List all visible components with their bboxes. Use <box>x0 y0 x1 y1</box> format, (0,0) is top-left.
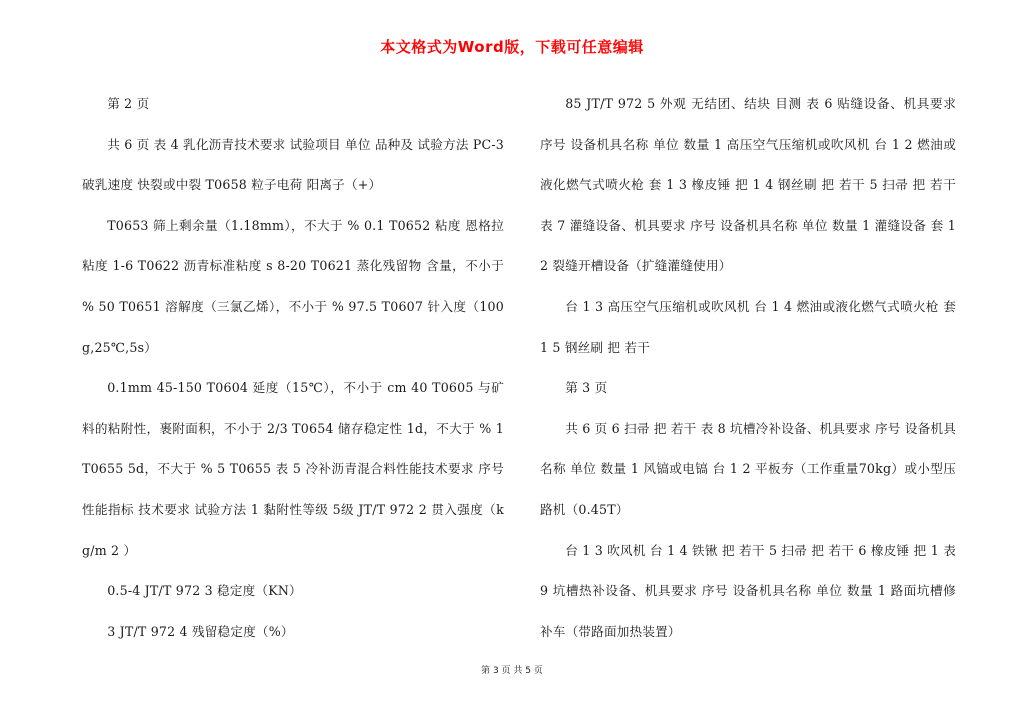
body-paragraph: 0.5-4 JT/T 972 3 稳定度（KN） <box>107 583 302 599</box>
page-footer: 第 3 页 共 5 页 <box>481 666 543 676</box>
body-paragraph: 0.1mm 45-150 T0604 延度（15℃），不小于 cm 40 T0605 与矿料的粘附性，裹附面积，不小于 2/3 T0654 储存稳定性 1d，不大于 % 1 T0655 5d，不大于 % 5 T0655 表 5 冷补沥青混合料性能技术要求 序号 性能指标 技术要求 试验方法 1 黏附性等级 5级 JT/T 972 2 贯入强度（kg/m 2 ） <box>82 380 504 558</box>
body-paragraph: T0653 筛上剩余量（1.18mm），不大于 % 0.1 T0652 粘度 恩格拉粘度 1-6 T0622 沥青标准粘度 s 8-20 T0621 蒸化残留物 含量，不小于 % 50 T0651 溶解度（三氯乙烯），不小于 % 97.5 T0607 针入度（100g,25℃,5s） <box>82 217 504 355</box>
body-paragraph: 台 1 3 吹风机 台 1 4 铁锹 把 若干 5 扫帚 把 若干 6 橡皮锤 把 1 表 9 坑槽热补设备、机具要求 序号 设备机具名称 单位 数量 1 路面坑槽修补车（带路面加热装置） <box>540 542 956 639</box>
body-paragraph: 共 6 页 表 4 乳化沥青技术要求 试验项目 单位 品种及 试验方法 PC-3 破乳速度 快裂或中裂 T0658 粒子电荷 阳离子（+） <box>82 136 504 193</box>
left-text-column <box>82 84 504 652</box>
right-text-column <box>540 84 956 652</box>
body-paragraph: 3 JT/T 972 4 残留稳定度（%） <box>107 623 294 639</box>
body-paragraph: 85 JT/T 972 5 外观 无结团、结块 目测 表 6 贴缝设备、机具要求 序号 设备机具名称 单位 数量 1 高压空气压缩机或吹风机 台 1 2 燃油或液化燃气式喷火枪 套 1 3 橡皮锤 把 1 4 钢丝刷 把 若干 5 扫帚 把 若干 表 7 灌缝设备、机具要求 序号 设备机具名称 单位 数量 1 灌缝设备 套 1 2 裂缝开槽设备（扩缝灌缝使用） <box>540 96 956 274</box>
body-paragraph: 共 6 页 6 扫帚 把 若干 表 8 坑槽冷补设备、机具要求 序号 设备机具名称 单位 数量 1 风镐或电镐 台 1 2 平板夯（工作重量70kg）或小型压路机（0.45T） <box>540 420 956 517</box>
page-number-line: 第 2 页 <box>107 96 150 111</box>
page-number-line: 第 3 页 <box>565 380 608 396</box>
word-format-banner: 本文格式为Word版，下载可任意编辑 <box>380 38 644 56</box>
body-paragraph: 台 1 3 高压空气压缩机或吹风机 台 1 4 燃油或液化燃气式喷火枪 套 1 5 钢丝刷 把 若干 <box>540 298 956 355</box>
